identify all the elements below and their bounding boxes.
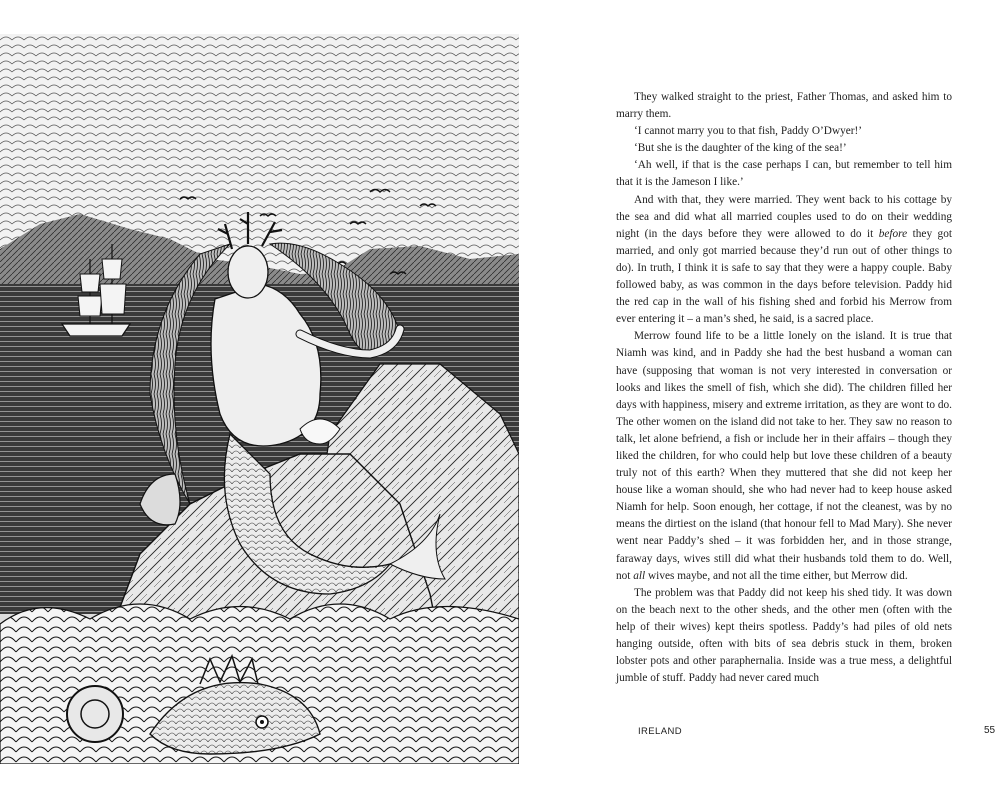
paragraph-5-text-a: And with that, they were married. They went back to his cottage by the sea and did what all married couples used to do on their wedding night (in the days before they were allowed to do it — [616, 193, 952, 240]
paragraph-3 — [616, 140, 952, 157]
illustration-artwork — [0, 34, 519, 764]
paragraph-6-emphasis: all — [633, 569, 646, 582]
paragraph-7 — [616, 585, 952, 688]
paragraph-6 — [616, 328, 952, 584]
page-number: 55 — [984, 725, 996, 736]
paragraph-1-text: They walked straight to the priest, Father Thomas, and asked him to marry them. — [616, 91, 952, 121]
paragraph-2 — [616, 123, 952, 140]
paragraph-6-text-a: Merrow found life to be a little lonely on the island. It is true that Niamh was kind, and in Paddy she had the best husband a woman can have (supposing that woman is not very interested in conversation or looks and likes the smell of fish, which she did). The children filled her days with happiness, misery and extreme irritation, as they are wont to do. The other women on the island did not take to her. They saw no reason to talk, let alone befriend, a fish or include her in their affairs – though they liked the children, for who could help but love these children of a beauty truly not of this earth? When they muttered that she did not keep her house like a woman should, she who had never had to keep house asked Niamh for help. Soon enough, her cottage, if not the cleanest, was by no means the dirtiest on the island (that honour fell to Mad Mary). She never went near Paddy’s shed – it was forbidden her, and in those strange, faraway days, wives still did what their husbands told them to do. Well, not — [616, 330, 952, 582]
paragraph-1 — [616, 89, 952, 123]
paragraph-5-emphasis: before — [878, 227, 908, 240]
paragraph-7-text: The problem was that Paddy did not keep his shed tidy. It was down on the beach next to the other sheds, and the other men (often with the help of their wives) kept theirs spotless. Paddy’s had piles of old nets hanging outside, often with bits of sea debris stuck in them, broken lobster pots and other paraphernalia. Inside was a true mess, a delightful jumble of stuff. Paddy had never cared much — [616, 586, 952, 685]
paragraph-5-text-b: they got married, and only got married because they’d run out of other things to do). In truth, I think it is safe to say that they were a happy couple. Baby followed baby, as was common in the days before television. Paddy hid the red cap in the wall of his fishing shed and forbid his Merrow from ever entering it – a man’s shed, he said, is a sacred place. — [616, 227, 952, 326]
paragraph-6-text-b: wives maybe, and not all the time either, but Merrow did. — [645, 569, 908, 582]
mermaid-head — [228, 246, 268, 298]
paragraph-5 — [616, 192, 952, 329]
text-page — [616, 89, 952, 687]
mermaid-illustration — [0, 34, 519, 764]
paragraph-2-text: ‘I cannot marry you to that fish, Paddy O’Dwyer!’ — [634, 125, 863, 138]
paragraph-3-text: ‘But she is the daughter of the king of the sea!’ — [634, 142, 847, 155]
paragraph-4 — [616, 157, 952, 191]
paragraph-4-text: ‘Ah well, if that is the case perhaps I can, but remember to tell him that it is the Jameson I like.’ — [616, 159, 952, 189]
running-head: IRELAND — [638, 726, 682, 737]
